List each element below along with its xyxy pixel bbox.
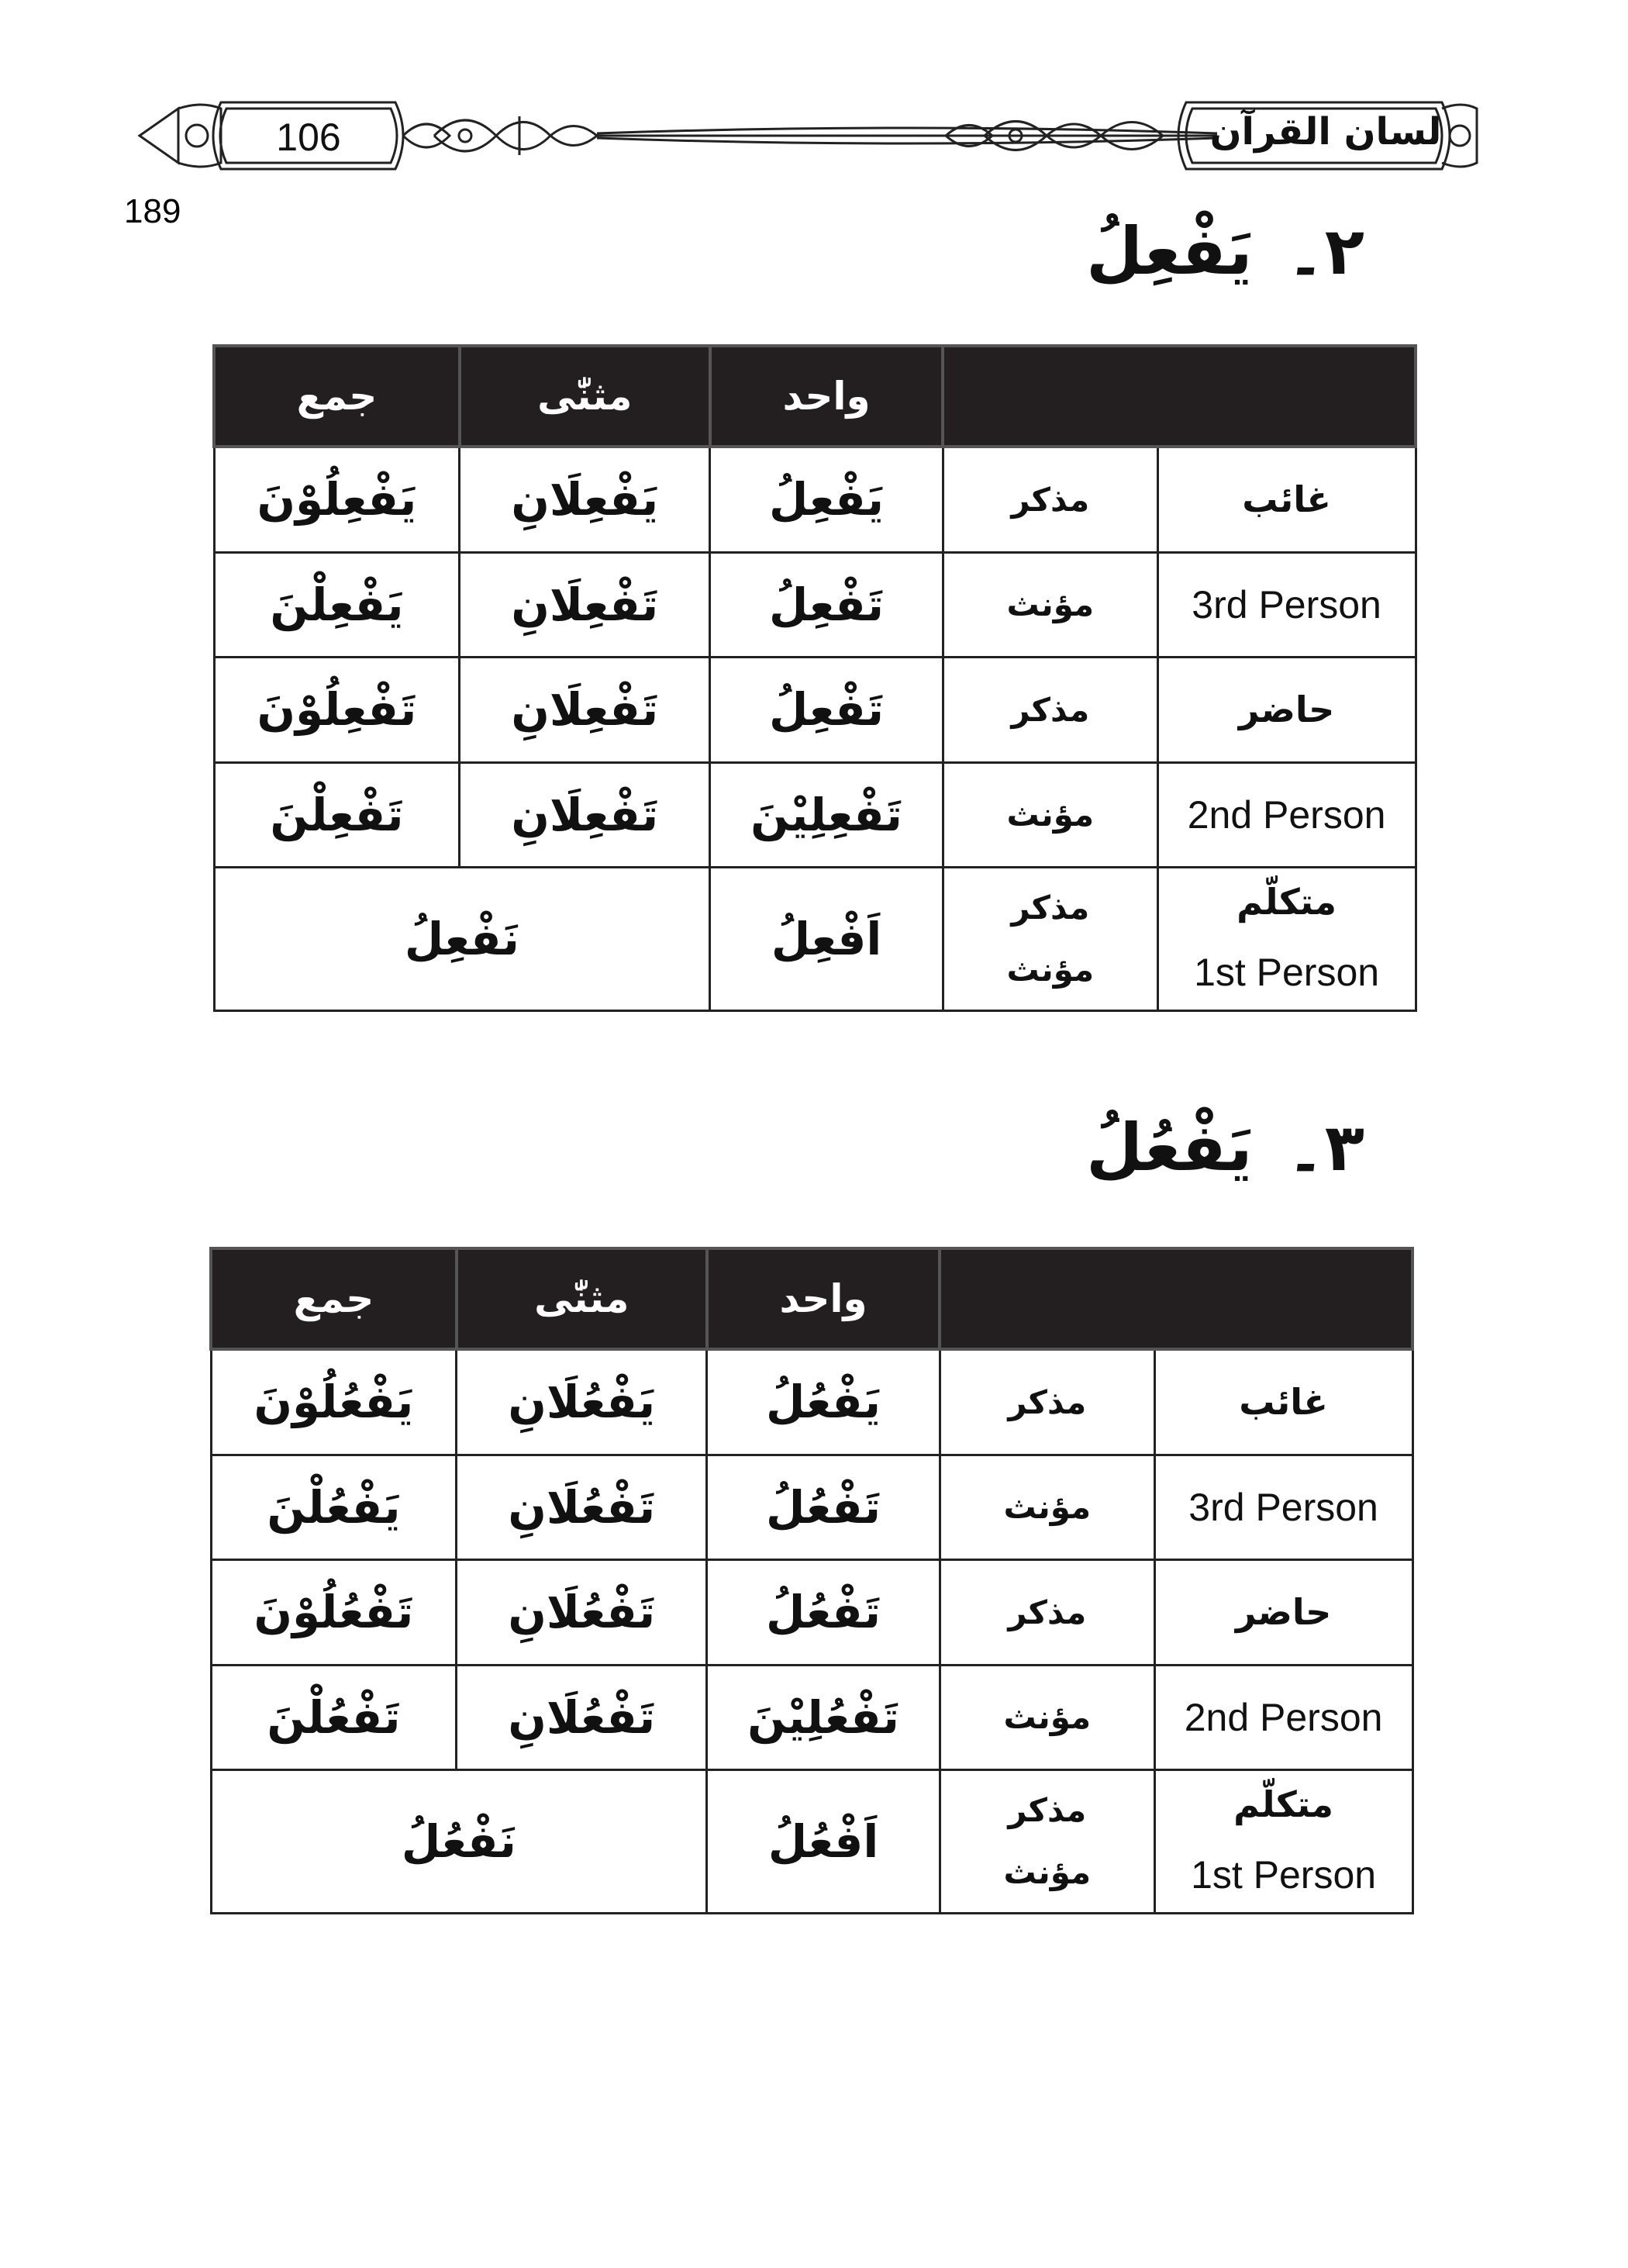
gender-cell: مذکر xyxy=(943,447,1157,552)
person-cell xyxy=(1157,447,1416,658)
singular-cell: تَفْعِلُ xyxy=(710,658,943,763)
person-label-en: 3rd Person xyxy=(1188,1485,1378,1529)
gender-cell xyxy=(940,1770,1154,1914)
singular-cell: تَفْعِلِيْنَ xyxy=(710,762,943,868)
reference-number: 189 xyxy=(124,192,181,230)
singular-cell: اَفْعِلُ xyxy=(710,868,943,1011)
gender-masculine: مذکر xyxy=(1011,889,1090,927)
gender-cell: مؤنث xyxy=(943,762,1157,868)
header-plural: جمع xyxy=(214,346,460,447)
person-label: غائب xyxy=(1239,1381,1328,1424)
table-header-row xyxy=(211,1248,1412,1349)
header-dual: مثنّٰی xyxy=(460,346,710,447)
section-number: ٢۔ xyxy=(1286,213,1364,289)
plural-cell: يَفْعِلُوْنَ xyxy=(214,447,460,552)
person-label: متکلّم xyxy=(1233,1783,1333,1825)
singular-cell: يَفْعُلُ xyxy=(707,1349,940,1455)
dual-cell: تَفْعُلَانِ xyxy=(457,1455,707,1560)
dual-cell: تَفْعِلَانِ xyxy=(460,552,710,658)
dual-cell: تَفْعِلَانِ xyxy=(460,762,710,868)
verb-form: يَفْعُلُ xyxy=(1086,1110,1253,1186)
verb-form: يَفْعِلُ xyxy=(1086,213,1253,289)
plural-cell: نَفْعِلُ xyxy=(214,868,710,1011)
header-dual: مثنّٰی xyxy=(457,1248,707,1349)
gender-feminine: مؤنث xyxy=(1006,951,1095,989)
header-plural: جمع xyxy=(211,1248,457,1349)
gender-cell xyxy=(943,868,1157,1011)
singular-cell: تَفْعُلُ xyxy=(707,1560,940,1666)
person-cell xyxy=(1154,1349,1412,1560)
gender-cell: مؤنث xyxy=(940,1455,1154,1560)
person-label-en: 3rd Person xyxy=(1192,582,1381,627)
section-heading xyxy=(1086,213,1364,289)
header-singular: واحد xyxy=(707,1248,940,1349)
person-label-en: 1st Person xyxy=(1194,951,1380,995)
section-heading xyxy=(1086,1110,1364,1186)
dual-cell: تَفْعُلَانِ xyxy=(457,1665,707,1770)
table-row xyxy=(214,868,1416,1011)
table-row xyxy=(214,658,1416,763)
plural-cell: يَفْعِلْنَ xyxy=(214,552,460,658)
singular-cell: يَفْعِلُ xyxy=(710,447,943,552)
table-header-row xyxy=(214,346,1416,447)
person-label-en: 2nd Person xyxy=(1184,1695,1383,1739)
header-empty-cell xyxy=(943,346,1416,447)
gender-cell: مؤنث xyxy=(943,552,1157,658)
person-label: حاضر xyxy=(1235,1591,1332,1634)
person-cell xyxy=(1154,1770,1412,1914)
person-cell xyxy=(1157,658,1416,868)
plural-cell: يَفْعُلُوْنَ xyxy=(211,1349,457,1455)
dual-cell: يَفْعِلَانِ xyxy=(460,447,710,552)
plural-cell: تَفْعُلُوْنَ xyxy=(211,1560,457,1666)
plural-cell: يَفْعُلْنَ xyxy=(211,1455,457,1560)
person-label: متکلّم xyxy=(1237,881,1337,923)
plural-cell: تَفْعُلْنَ xyxy=(211,1665,457,1770)
dual-cell: تَفْعِلَانِ xyxy=(460,658,710,763)
singular-cell: تَفْعِلُ xyxy=(710,552,943,658)
gender-feminine: مؤنث xyxy=(1003,1853,1092,1892)
singular-cell: اَفْعُلُ xyxy=(707,1770,940,1914)
person-cell xyxy=(1154,1560,1412,1770)
page-number: 106 xyxy=(276,116,341,159)
header-empty-cell xyxy=(940,1248,1412,1349)
table-row xyxy=(211,1770,1412,1914)
gender-cell: مذکر xyxy=(940,1560,1154,1666)
singular-cell: تَفْعُلُ xyxy=(707,1455,940,1560)
plural-cell: نَفْعُلُ xyxy=(211,1770,707,1914)
person-label: حاضر xyxy=(1238,689,1335,731)
person-label: غائب xyxy=(1242,478,1331,521)
dual-cell: تَفْعُلَانِ xyxy=(457,1560,707,1666)
header-singular: واحد xyxy=(710,346,943,447)
conjugation-table xyxy=(212,344,1417,1012)
conjugation-table xyxy=(209,1247,1414,1914)
plural-cell: تَفْعِلُوْنَ xyxy=(214,658,460,763)
singular-cell: تَفْعُلِيْنَ xyxy=(707,1665,940,1770)
book-title: لسان القرآن xyxy=(1209,110,1442,154)
person-cell xyxy=(1157,868,1416,1011)
person-label-en: 1st Person xyxy=(1191,1853,1377,1897)
table-row xyxy=(214,447,1416,552)
table-row xyxy=(211,1349,1412,1455)
gender-cell: مذکر xyxy=(943,658,1157,763)
gender-cell: مؤنث xyxy=(940,1665,1154,1770)
page-header xyxy=(132,85,1488,186)
plural-cell: تَفْعِلْنَ xyxy=(214,762,460,868)
section-number: ٣۔ xyxy=(1286,1110,1364,1186)
dual-cell: يَفْعُلَانِ xyxy=(457,1349,707,1455)
gender-masculine: مذکر xyxy=(1008,1791,1087,1830)
person-label-en: 2nd Person xyxy=(1187,792,1386,837)
table-row xyxy=(211,1560,1412,1666)
gender-cell: مذکر xyxy=(940,1349,1154,1455)
